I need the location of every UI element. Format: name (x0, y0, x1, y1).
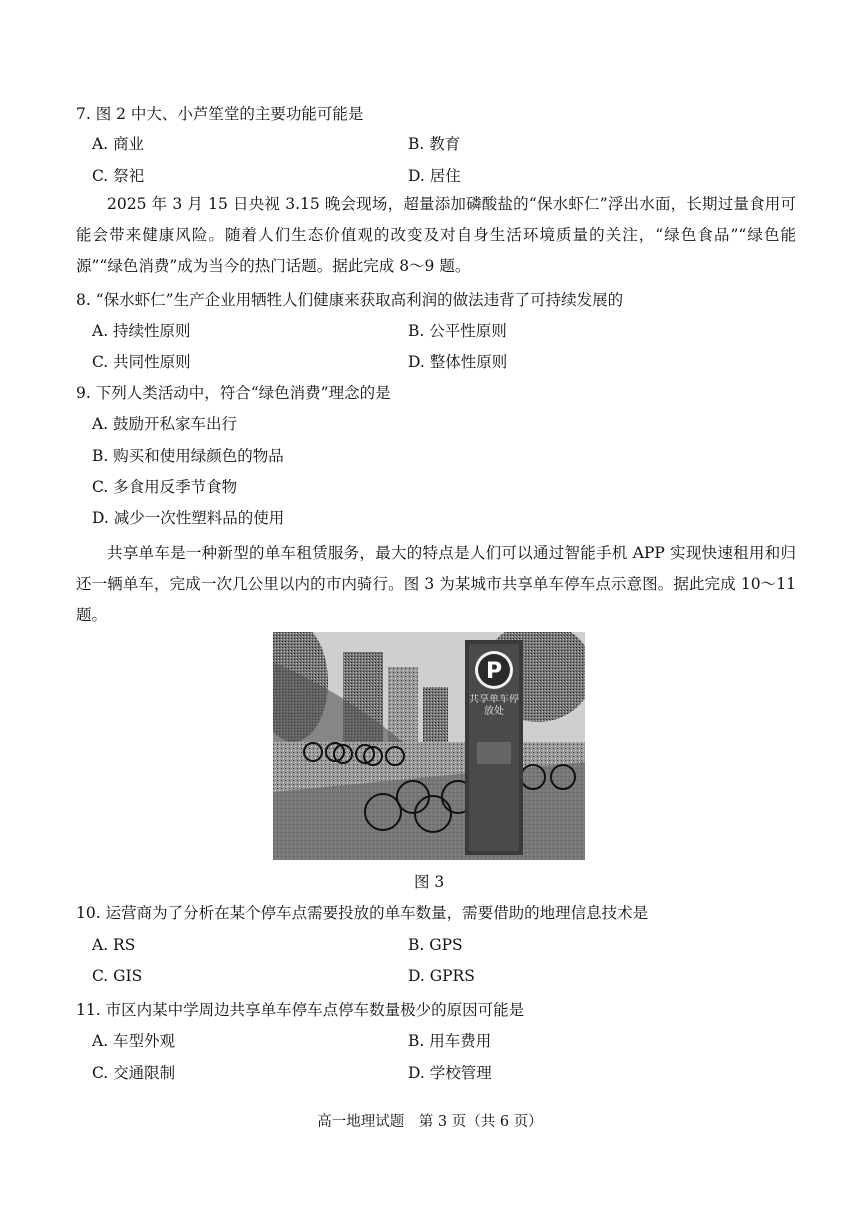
passage-green-consumption: 2025 年 3 月 15 日央视 3.15 晚会现场，超量添加磷酸盐的“保水虾仁”浮出水面，长期过量食用可能会带来健康风险。随着人们生态价值观的改变及对自身生活环境质量的关注，“绿色食品”“绿色能源”“绿色消费”成为当今的热门话题。据此完成 8～9 题。 (76, 195, 796, 275)
q8-option-b: B. 公平性原则 (408, 322, 507, 340)
shared-bike-parking-photo (273, 632, 585, 860)
q10-option-b: B. GPS (408, 936, 463, 954)
figure-caption: 图 3 (414, 873, 445, 891)
q11-option-d: D. 学校管理 (408, 1064, 492, 1082)
q9-option-a: A. 鼓励开私家车出行 (92, 415, 238, 433)
q11-option-c: C. 交通限制 (92, 1064, 176, 1082)
q8-option-c: C. 共同性原则 (92, 353, 191, 371)
q11-option-a: A. 车型外观 (92, 1032, 176, 1050)
q9-option-d: D. 减少一次性塑料品的使用 (92, 509, 285, 527)
q8-option-d: D. 整体性原则 (408, 353, 508, 371)
q10-option-d: D. GPRS (408, 967, 475, 985)
parking-p-letter: P (485, 659, 503, 684)
q7-option-a: A. 商业 (92, 135, 145, 153)
q11-stem: 11. 市区内某中学周边共享单车停车点停车数量极少的原因可能是 (76, 1001, 525, 1019)
q7-option-d: D. 居住 (408, 167, 461, 185)
q9-option-b: B. 购买和使用绿颜色的物品 (92, 447, 284, 465)
photo-illustration (273, 632, 585, 860)
q8-stem: 8. “保水虾仁”生产企业用牺牲人们健康来获取高利润的做法违背了可持续发展的 (76, 291, 624, 309)
q7-stem: 7. 图 2 中大、小芦笙堂的主要功能可能是 (76, 105, 364, 123)
q7-option-b: B. 教育 (408, 135, 461, 153)
q10-stem: 10. 运营商为了分析在某个停车点需要投放的单车数量，需要借助的地理信息技术是 (76, 904, 649, 922)
q8-option-a: A. 持续性原则 (92, 322, 191, 340)
q11-option-b: B. 用车费用 (408, 1032, 492, 1050)
q10-option-a: A. RS (92, 936, 136, 954)
q9-stem: 9. 下列人类活动中，符合“绿色消费”理念的是 (76, 384, 391, 402)
q7-option-c: C. 祭祀 (92, 167, 145, 185)
passage-shared-bikes: 共享单车是一种新型的单车租赁服务，最大的特点是人们可以通过智能手机 APP 实现快速租用和归还一辆单车，完成一次几公里以内的市内骑行。图 3 为某城市共享单车停车点示意图。据此完成 10～11 题。 (76, 544, 796, 624)
q10-option-c: C. GIS (92, 967, 143, 985)
q9-option-c: C. 多食用反季节食物 (92, 478, 238, 496)
page-footer: 高一地理试题 第 3 页（共 6 页） (317, 1114, 543, 1130)
parking-sign-text: 共享单车停放处 (469, 694, 519, 717)
